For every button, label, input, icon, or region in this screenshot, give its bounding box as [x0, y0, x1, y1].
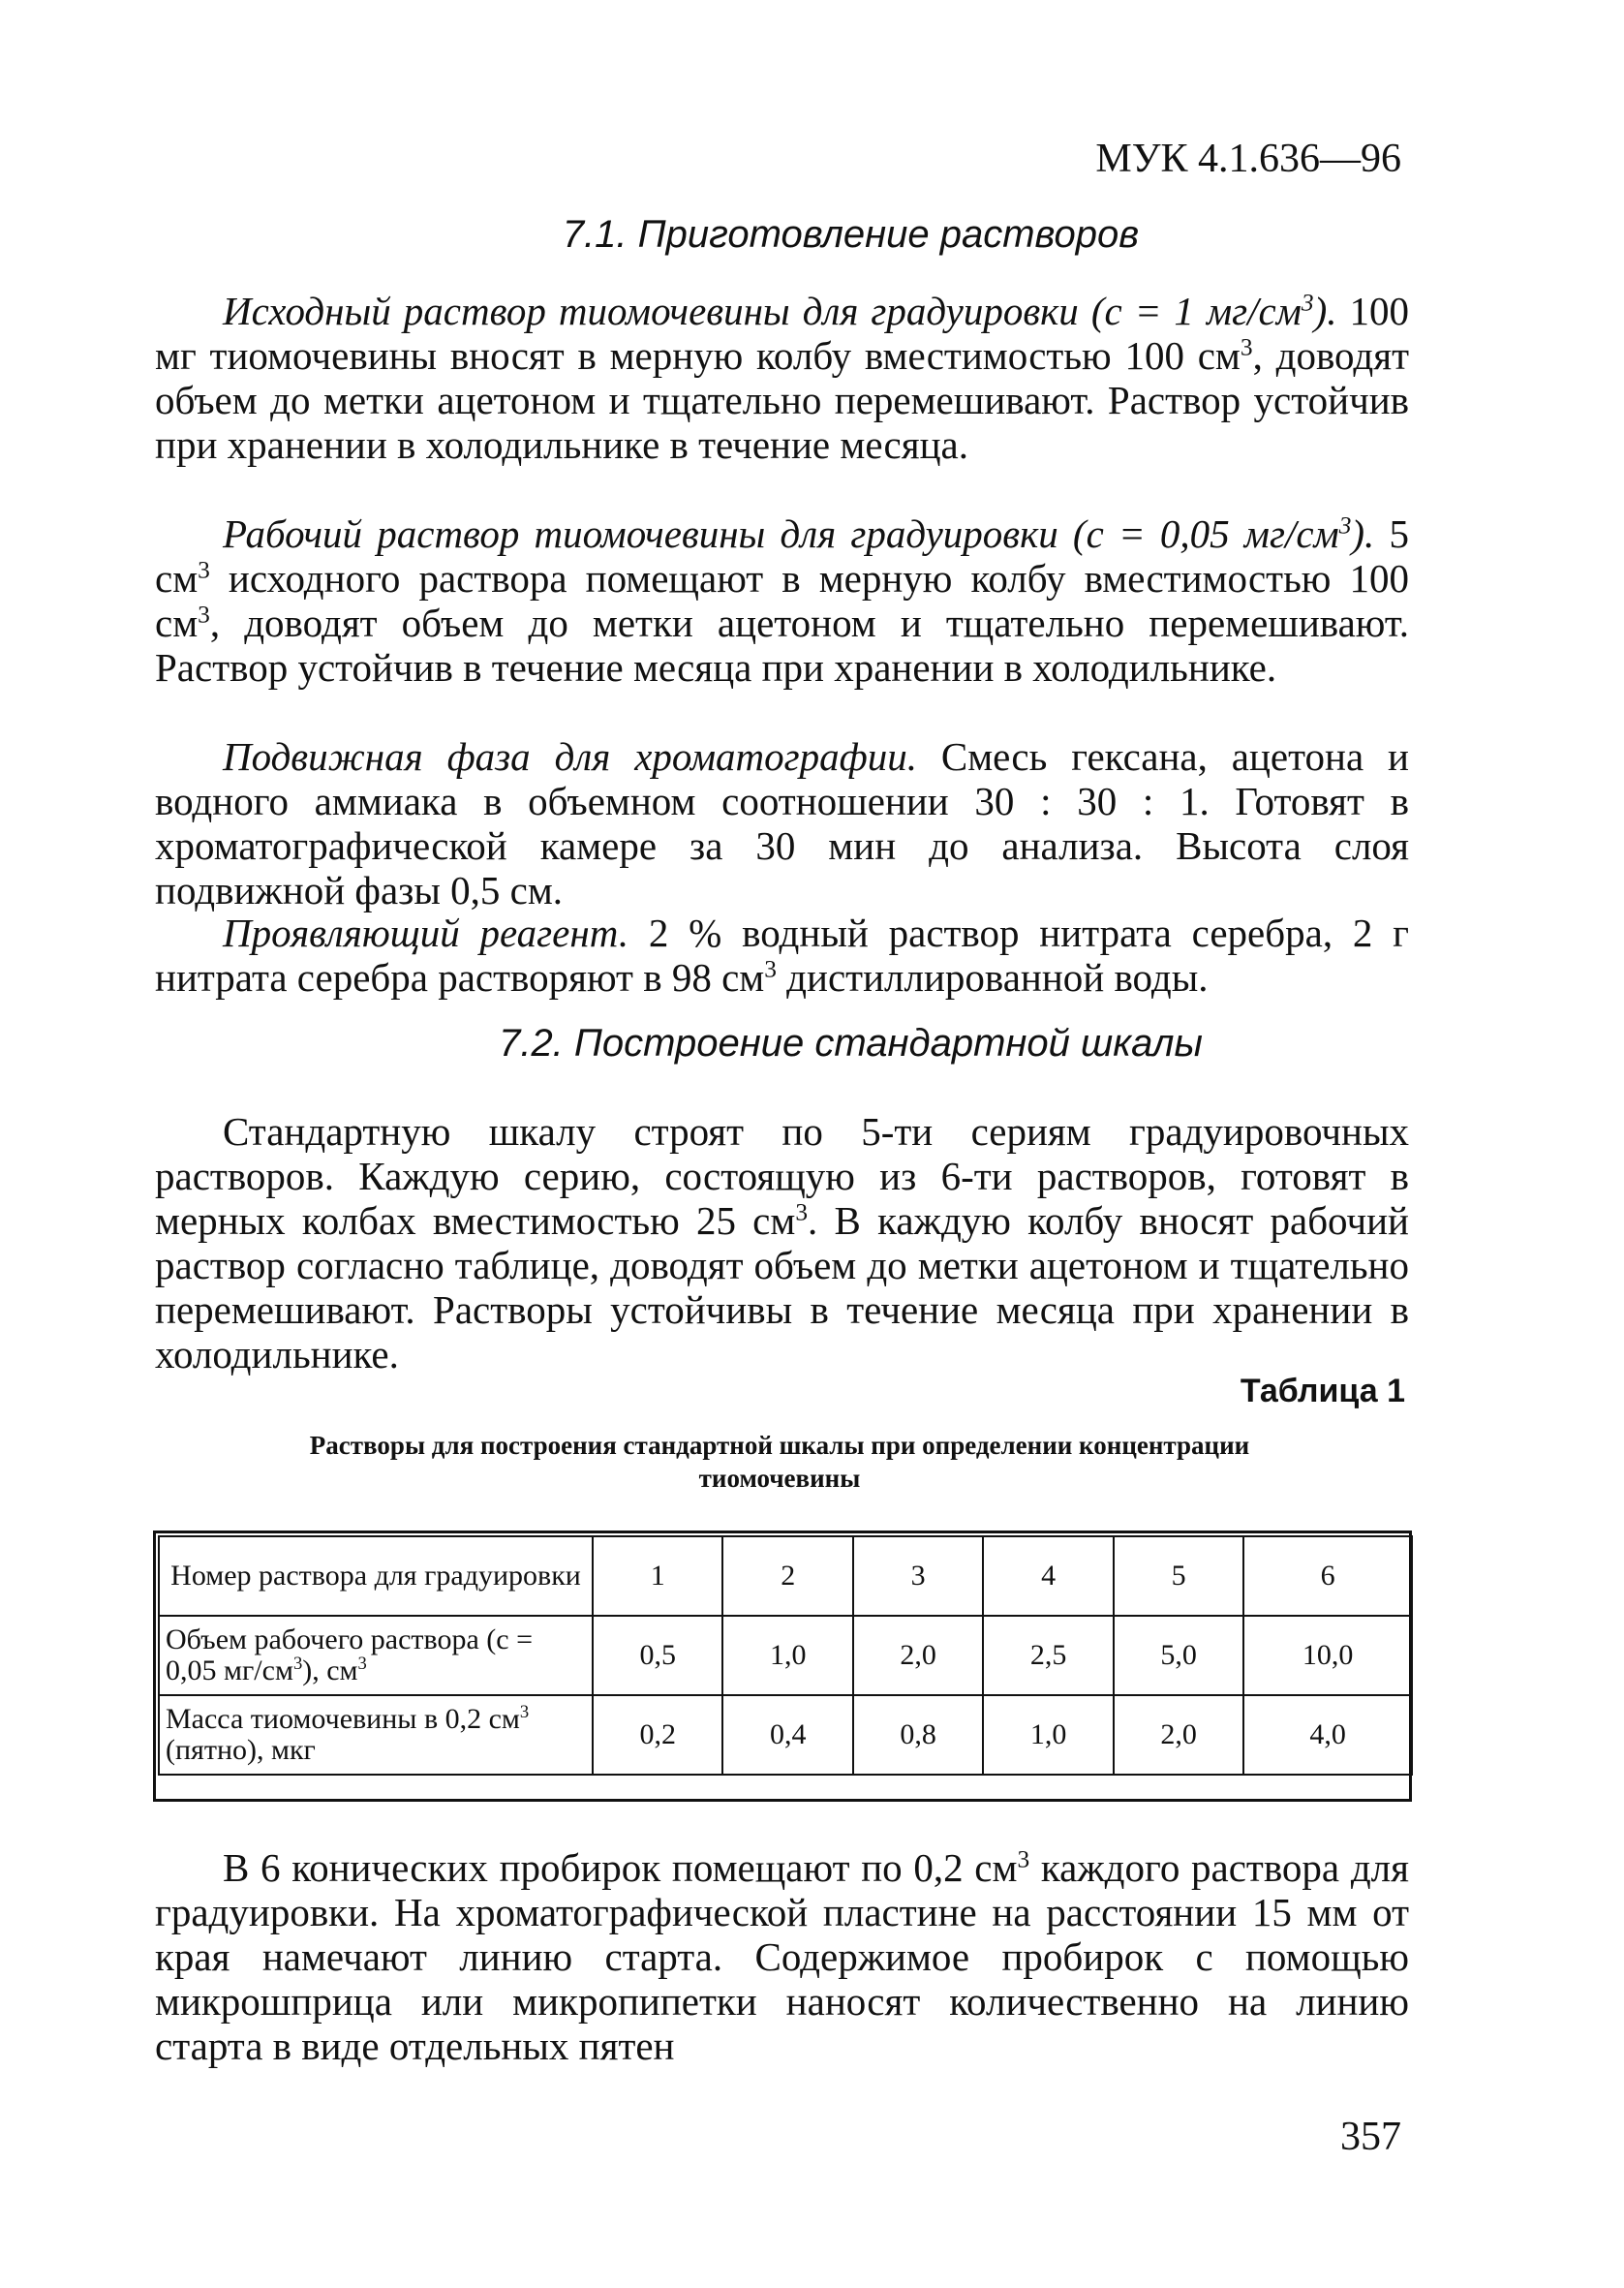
table-header-cell: 5 [1114, 1536, 1243, 1616]
paragraph-standard-scale: Стандартную шкалу строят по 5-ти сериям градуировочных растворов. Каждую серию, состоящую из 6-ти растворов, готовят в мерных колбах вместимостью 25 $см^3$. В каждую колбу вносят рабочий раствор согласно таблице, доводят объем до метки ацетоном и тщательно перемешивают. Растворы устойчивы в течение месяца при хранении в холодильнике. [155, 1109, 1409, 1376]
table-row-mass [159, 1695, 1412, 1775]
table-cell: 0,8 [853, 1695, 983, 1775]
table-title: Растворы для построения стандартной шкалы при определении концентрации тиомочевины [309, 1431, 1250, 1493]
table-header-cell: 1 [593, 1536, 722, 1616]
table-row-volume [159, 1616, 1412, 1695]
table-cell: 2,5 [983, 1616, 1113, 1695]
calibration-table [158, 1535, 1413, 1776]
table-row-label: Масса тиомочевины в 0,2 $см^3$ (пятно), мкг [159, 1695, 593, 1775]
table-header-row [159, 1536, 1412, 1616]
paragraph-working-solution: Рабочий раствор тиомочевины для градуировки (с = 0,05 $мг/см^3$). 5 $см^3$ исходного раствора помещают в мерную колбу вместимостью 100 $см^3$, доводят объем до метки ацетоном и тщательно перемешивают. Раствор устойчив в течение месяца при хранении в холодильнике. [155, 511, 1410, 690]
section-heading-7-2: 7.2. Построение стандартной шкалы [499, 1022, 1203, 1065]
paragraph-developing-reagent: Проявляющий реагент. 2 % водный раствор нитрата серебра, 2 г нитрата серебра растворяют в 98 $см^3$ дистиллированной воды. [155, 911, 1409, 1000]
paragraph-lead: Исходный раствор тиомочевины для градуировки (с = 1 $мг/см^3$). [223, 289, 1337, 333]
table-cell: 0,2 [593, 1695, 722, 1775]
paragraph-stock-solution: Исходный раствор тиомочевины для градуировки (с = 1 $мг/см^3$). 100 мг тиомочевины вносят в мерную колбу вместимостью 100 $см^3$, доводят объем до метки ацетоном и тщательно перемешивают. Раствор устойчив при хранении в холодильнике в течение месяца. [155, 289, 1409, 467]
paragraph-lead: Рабочий раствор тиомочевины для градуировки (с = 0,05 $мг/см^3$). [223, 511, 1375, 556]
table-row-label: Объем рабочего раствора (с = 0,05 $мг/см^3$), $см^3$ [159, 1616, 593, 1695]
table-cell: 0,4 [722, 1695, 852, 1775]
table-cell: 1,0 [983, 1695, 1113, 1775]
table-header-cell: 3 [853, 1536, 983, 1616]
section-heading-7-1: 7.1. Приготовление растворов [562, 213, 1140, 256]
table-caption: Таблица 1 [1240, 1373, 1405, 1409]
table-cell: 2,0 [853, 1616, 983, 1695]
table-header-cell: 4 [983, 1536, 1113, 1616]
table-header-label: Номер раствора для градуировки [159, 1536, 593, 1616]
table-header-cell: 6 [1243, 1536, 1412, 1616]
table-cell: 2,0 [1114, 1695, 1243, 1775]
page-number: 357 [1340, 2115, 1401, 2159]
table-cell: 0,5 [593, 1616, 722, 1695]
table-cell: 5,0 [1114, 1616, 1243, 1695]
paragraph-lead: Проявляющий реагент. [223, 911, 629, 955]
table-header-cell: 2 [722, 1536, 852, 1616]
document-code: МУК 4.1.636—96 [1095, 137, 1401, 181]
paragraph-mobile-phase: Подвижная фаза для хроматографии. Смесь гексана, ацетона и водного аммиака в объемном соотношении 30 : 30 : 1. Готовят в хроматографической камере за 30 мин до анализа. Высота слоя подвижной фазы 0,5 см. [155, 734, 1409, 912]
table-cell: 10,0 [1243, 1616, 1412, 1695]
paragraph-application: В 6 конических пробирок помещают по 0,2 $см^3$ каждого раствора для градуировки. На хроматографической пластине на расстоянии 15 мм от края намечают линию старта. Содержимое пробирок с помощью микрошприца или микропипетки наносят количественно на линию старта в виде отдельных пятен [155, 1845, 1410, 2068]
table-cell: 4,0 [1243, 1695, 1412, 1775]
table-cell: 1,0 [722, 1616, 852, 1695]
paragraph-lead: Подвижная фаза для хроматографии. [223, 734, 917, 779]
